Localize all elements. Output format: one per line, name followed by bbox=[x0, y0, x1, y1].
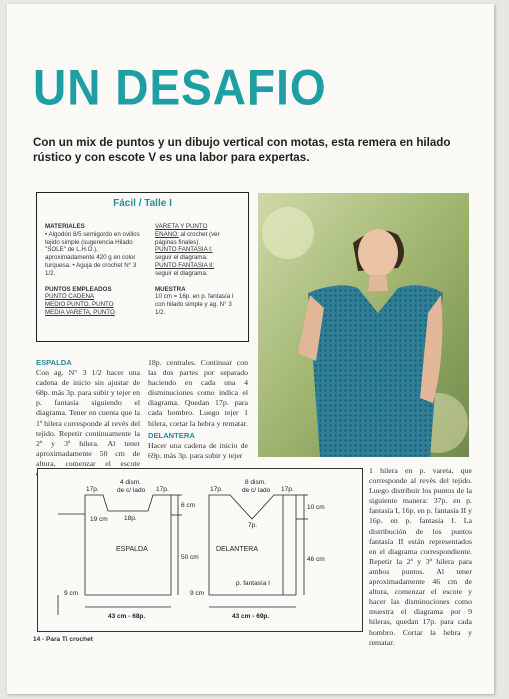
materials-box bbox=[36, 192, 249, 342]
esp-17p-right: 17p. bbox=[156, 486, 169, 493]
materials-left-column bbox=[45, 223, 141, 317]
esp-18p: 18p. bbox=[124, 515, 137, 522]
delantera-heading: DELANTERA bbox=[148, 430, 195, 440]
page-title: UN DESAFIO bbox=[33, 59, 327, 116]
right-column bbox=[369, 466, 472, 648]
punto-cadena: PUNTO CADENA bbox=[45, 293, 95, 301]
fantasia-1-text: seguir el diagrama. bbox=[155, 254, 208, 262]
del-17p-left: 17p. bbox=[210, 486, 223, 493]
enano-text: al crochet (ver páginas finales). bbox=[155, 230, 220, 246]
esp-dism: 4 dism. bbox=[120, 479, 141, 486]
puntos-heading: PUNTOS EMPLEADOS bbox=[45, 285, 112, 293]
difficulty-label: Fácil / Talle I bbox=[113, 198, 172, 209]
del-17p-right: 17p. bbox=[281, 486, 294, 493]
right-text: 1 hilera en p. vareta, que corresponde al revés del tejido. Luego distribuir los puntos de la siguiente manera: 37p. en p. fantasía I, 16p. en p. fantasía II y 16p. en p. fantasía I. La distribución de los puntos fantasía II están representados en el diagrama correspondiente. Repetir la 2ª y 3ª hilera para ambos puntos. Al tener aproximadamente 46 cm de altura, comenzar el escote y hacer las disminuciones como muestra el diagrama por 9 hileras, quedan 17p. para cada hombro. Cortar la hebra y rematar. bbox=[369, 466, 472, 647]
esp-bottom: 43 cm - 68p. bbox=[108, 613, 146, 620]
del-dism: 8 dism. bbox=[245, 479, 266, 486]
vareta-punto: VARETA Y PUNTO bbox=[155, 223, 208, 230]
medio-punto: MEDIO PUNTO, PUNTO bbox=[45, 301, 114, 309]
esp-17p-left: 17p. bbox=[86, 486, 99, 493]
delantera-text: Hacer una cadena de inicio de 69p. más 3p. para subir y tejer bbox=[148, 440, 248, 460]
fantasia-2-label: PUNTO FANTASIA II: bbox=[155, 261, 215, 269]
esp-9cm: 9 cm bbox=[64, 590, 79, 597]
pattern-diagram bbox=[37, 468, 363, 632]
esp-19cm: 19 cm bbox=[90, 516, 108, 523]
espalda-text: Con ag. N° 3 1/2 hacer una cadena de inicio sin ajustar de 68p. más 3p. para subir y tejer en p. fantasía siguiendo el diagrama. Tener en cuenta que la 1ª hilera corresponde al revés del tejido. Repetir continuamente la 2ª y 3ª hilera. Al tener aproximadamente 50 cm de altura, comenzar el escote bbox=[36, 368, 140, 468]
fantasia-2-text: seguir el diagrama. bbox=[155, 269, 208, 277]
muestra-text: 10 cm = 16p. en p. fantasía I con hilado simple y ag. N° 3 1/2. bbox=[155, 293, 234, 316]
del-10cm: 10 cm bbox=[307, 504, 325, 511]
del-46cm: 46 cm bbox=[307, 556, 325, 563]
materiales-text: • Algodón 8/5 semigordo en ovillos tejido simple (sugerencia Hilado "SOLE" de L.H.O.), aproximadamente 420 g en color turquesa. • Aguja de crochet N° 3 1/2. bbox=[45, 230, 140, 277]
esp-50cm: 50 cm bbox=[181, 554, 199, 561]
middle-column bbox=[148, 358, 248, 461]
esp-dism-lado: de c/ lado bbox=[117, 487, 146, 494]
middle-text: 18p. centrales. Continuar con las dos partes por separado haciendo en cada una 4 disminuciones como indica el diagrama. Quedan 17p. para cada hombro. Luego tejer 1 hilera, cortar la hebra y rematar. bbox=[148, 358, 248, 428]
intro-text: Con un mix de puntos y un dibujo vertical con motas, esta remera en hilado rústico y con escote V es una labor para expertas. bbox=[33, 136, 451, 164]
del-fantasia: p. fantasía I bbox=[236, 580, 270, 587]
materials-right-column bbox=[155, 223, 243, 317]
del-7p: 7p. bbox=[248, 522, 258, 529]
materiales-heading: MATERIALES bbox=[45, 223, 85, 230]
del-bottom: 43 cm - 69p. bbox=[232, 613, 270, 620]
del-9cm: 9 cm bbox=[190, 590, 205, 597]
del-dism-lado: de c/ lado bbox=[242, 487, 271, 494]
espalda-heading: ESPALDA bbox=[36, 358, 72, 367]
page-footer: 14 - Para Ti crochet bbox=[33, 636, 93, 643]
muestra-heading: MUESTRA bbox=[155, 285, 186, 293]
espalda-label: ESPALDA bbox=[116, 546, 148, 553]
model-photo bbox=[258, 193, 469, 457]
esp-6cm: 6 cm bbox=[181, 502, 196, 509]
delantera-label: DELANTERA bbox=[216, 546, 259, 553]
media-vareta: MEDIA VARETA, PUNTO bbox=[45, 308, 115, 316]
fantasia-1-label: PUNTO FANTASIA I: bbox=[155, 246, 213, 254]
enano-label: ENANO: bbox=[155, 230, 179, 238]
espalda-schematic bbox=[58, 495, 182, 615]
espalda-column bbox=[36, 358, 140, 479]
